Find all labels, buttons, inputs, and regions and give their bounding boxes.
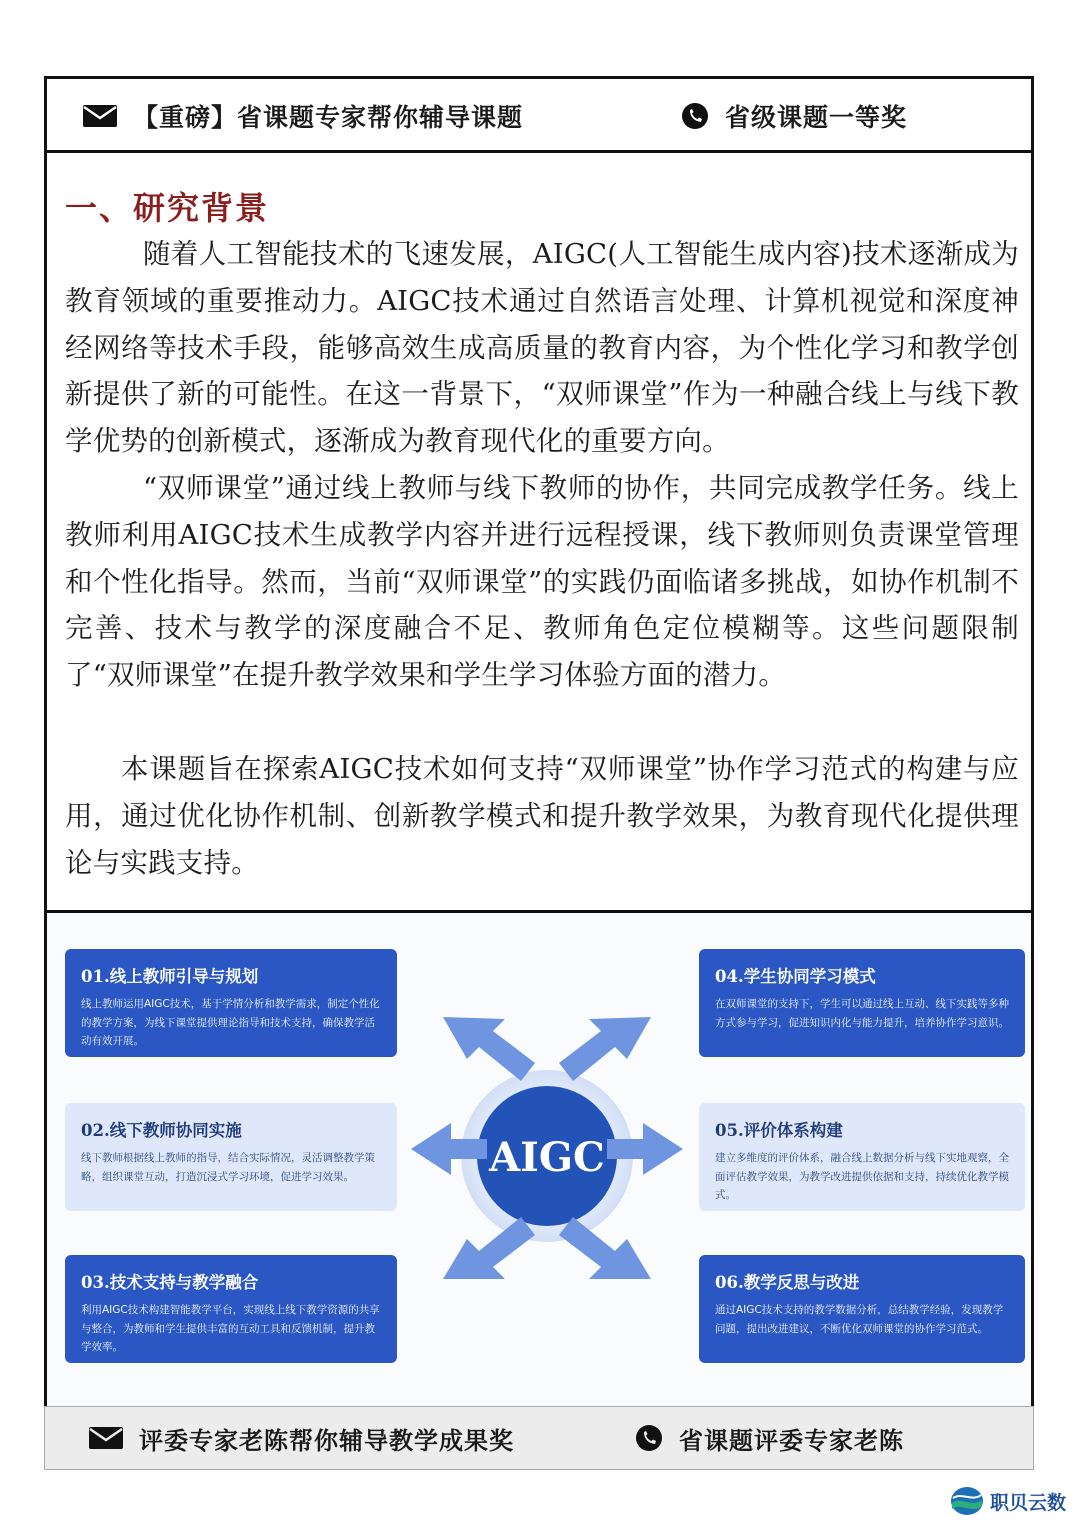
section-title: 一、研究背景 <box>65 189 270 227</box>
research-background-section <box>47 153 1031 913</box>
card-title: 04.学生协同学习模式 <box>715 967 876 986</box>
watermark-text: 职贝云数 <box>990 1491 1067 1514</box>
card-evaluation <box>699 1103 1025 1211</box>
card-title: 02.线下教师协同实施 <box>81 1121 242 1140</box>
bottom-banner-left <box>89 1407 514 1469</box>
phone-icon <box>681 102 709 130</box>
card-online-teacher <box>65 949 397 1057</box>
paragraph-1: 随着人工智能技术的飞速发展，AIGC(人工智能生成内容)技术逐渐成为教育领域的重要推动力。AIGC技术通过自然语言处理、计算机视觉和深度神经网络等技术手段，能够高效生成高质量的教育内容，为个性化学习和教学创新提供了新的可能性。在这一背景下，“双师课堂”作为一种融合线上与线下教学优势的创新模式，逐渐成为教育现代化的重要方向。 <box>65 238 1019 458</box>
card-title: 06.教学反思与改进 <box>715 1273 860 1292</box>
card-body: 建立多维度的评价体系，融合线上数据分析与线下实地观察，全面评估教学效果，为教学改进提供依据和支持，持续优化教学模式。 <box>715 1152 1009 1201</box>
arrow-up-left <box>443 1017 535 1081</box>
bottom-banner-left-text: 评委专家老陈帮你辅导教学成果奖 <box>139 1426 514 1455</box>
card-offline-teacher <box>65 1103 397 1211</box>
card-body: 利用AIGC技术构建智能教学平台，实现线上线下教学资源的共享与整合，为教师和学生提供丰富的互动工具和反馈机制，提升教学效率。 <box>81 1304 380 1353</box>
document-frame <box>44 76 1034 1406</box>
arrow-up-right <box>559 1017 651 1081</box>
card-body: 线下教师根据线上教师的指导，结合实际情况，灵活调整教学策略，组织课堂互动，打造沉浸式学习环境，促进学习效果。 <box>81 1152 375 1183</box>
top-banner <box>47 79 1031 153</box>
arrow-down-left <box>443 1217 535 1279</box>
card-body: 通过AIGC技术支持的教学数据分析，总结教学经验，发现教学问题，提出改进建议，不断优化双师课堂的协作学习范式。 <box>715 1304 1004 1335</box>
bottom-banner-right <box>635 1407 904 1469</box>
card-title: 05.评价体系构建 <box>715 1121 843 1140</box>
top-banner-left-text: 【重磅】省课题专家帮你辅导课题 <box>133 103 524 132</box>
card-reflection <box>699 1255 1025 1363</box>
bottom-banner <box>44 1406 1034 1470</box>
top-banner-left <box>83 79 523 153</box>
card-body: 在双师课堂的支持下，学生可以通过线上互动、线下实践等多种方式参与学习，促进知识内化与能力提升，培养协作学习意识。 <box>715 998 1009 1029</box>
paragraph-2: “双师课堂”通过线上教师与线下教师的协作，共同完成教学任务。线上教师利用AIGC技术生成教学内容并进行远程授课，线下教师则负责课堂管理和个性化指导。然而，当前“双师课堂”的实践仍面临诸多挑战，如协作机制不完善、技术与教学的深度融合不足、教师角色定位模糊等。这些问题限制了“双师课堂”在提升教学效果和学生学习体验方面的潜力。 <box>65 472 1019 692</box>
top-banner-right-text: 省级课题一等奖 <box>725 103 908 132</box>
logo-icon <box>950 1486 984 1516</box>
mail-icon <box>89 1427 123 1449</box>
arrow-down-right <box>559 1217 651 1279</box>
phone-icon <box>635 1424 663 1452</box>
paragraph-3: 本课题旨在探索AIGC技术如何支持“双师课堂”协作学习范式的构建与应用，通过优化协作机制、创新教学模式和提升教学效果，为教育现代化提供理论与实践支持。 <box>65 753 1019 879</box>
hub-label: AIGC <box>489 1134 605 1181</box>
card-body: 线上教师运用AIGC技术，基于学情分析和教学需求，制定个性化的教学方案，为线下课堂提供理论指导和技术支持，确保教学活动有效开展。 <box>81 998 380 1047</box>
card-title: 03.技术支持与教学融合 <box>81 1273 259 1292</box>
card-student-collab <box>699 949 1025 1057</box>
card-tech-support <box>65 1255 397 1363</box>
top-banner-right <box>681 79 907 153</box>
card-title: 01.线上教师引导与规划 <box>81 967 259 986</box>
mail-icon <box>83 105 117 127</box>
watermark-logo <box>950 1486 1066 1516</box>
bottom-banner-right-text: 省课题评委专家老陈 <box>679 1426 904 1455</box>
aigc-diagram <box>47 913 1031 1406</box>
